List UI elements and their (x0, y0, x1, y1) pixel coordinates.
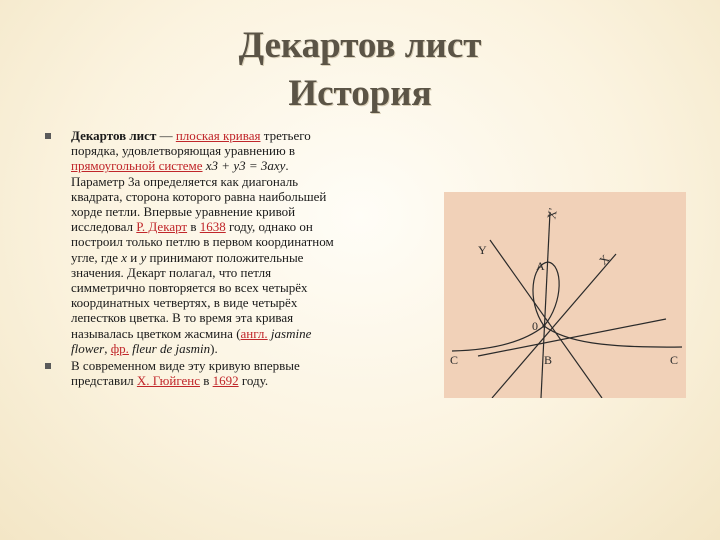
title-line-2: История (288, 73, 432, 114)
text-run: В современном виде эту кривую впервые представил (71, 358, 300, 389)
var-x: x (121, 249, 128, 265)
square-bullet-icon (45, 133, 51, 139)
text-run: третьего порядка, удовлетворяющая уравнению в (71, 128, 311, 159)
text-run: году, однако он построил только петлю в первом координатном угле, где (71, 219, 334, 265)
text-run: в (187, 219, 200, 235)
asymptote-line (478, 319, 666, 356)
jasmine-english: jasmine flower (71, 325, 312, 356)
text-run: году. (238, 373, 269, 389)
slide-title (0, 22, 720, 118)
text-run: . Параметр 3a определяется как диагональ квадрата, сторона которого равна наибольшей хорде петли. Впервые уравнение кривой исследовал (71, 158, 327, 235)
link-year-1638[interactable]: 1638 (199, 219, 226, 235)
x-axis-line (492, 251, 616, 398)
folium-figure (444, 192, 686, 398)
link-english[interactable]: англ. (240, 325, 268, 341)
x-prime-axis-line (541, 212, 553, 398)
text-run: в (199, 373, 213, 389)
origin-point (542, 324, 545, 327)
link-descartes[interactable]: Р. Декарт (136, 219, 188, 235)
title-line-1: Декартов лист (238, 25, 482, 66)
label-a: A (536, 259, 545, 273)
label-x: X (596, 251, 613, 268)
bullet-list (45, 128, 345, 388)
text-run: , (104, 340, 111, 356)
var-y: y (140, 249, 147, 265)
label-b: B (544, 353, 553, 367)
label-c-left: C (450, 353, 459, 367)
square-bullet-icon (45, 363, 51, 369)
link-huygens[interactable]: Х. Гюйгенс (136, 373, 200, 389)
text-run: ). (210, 340, 218, 356)
folium-diagram (444, 192, 686, 398)
label-c-right: C (670, 353, 679, 367)
folium-branch-left (452, 326, 544, 351)
bullet-item-huygens (45, 358, 345, 388)
label-y: Y (478, 243, 487, 257)
link-french[interactable]: фр. (110, 340, 129, 356)
label-o: 0 (532, 319, 538, 333)
term-bold: Декартов лист (71, 128, 157, 143)
link-rectangular-system[interactable]: прямоугольной системе (71, 158, 203, 174)
text-run: принимают положительные значения. Декарт полагал, что петля симметрично повторяется во всех четырёх координатных четвертях, в виде четырёх лепестков цветка. В то время эта кривая называлась цветком жасмина ( (71, 249, 308, 341)
jasmine-french: fleur de jasmin (132, 340, 211, 356)
label-x-prime: X' (544, 207, 560, 221)
y-axis-line (490, 240, 602, 398)
text-dash: — (156, 128, 176, 143)
equation: x3 + y3 = 3axy (205, 158, 286, 174)
link-plane-curve[interactable]: плоская кривая (175, 128, 261, 143)
bullet-item-definition (45, 128, 345, 356)
text-run: и (127, 249, 141, 265)
link-year-1692[interactable]: 1692 (212, 373, 239, 389)
